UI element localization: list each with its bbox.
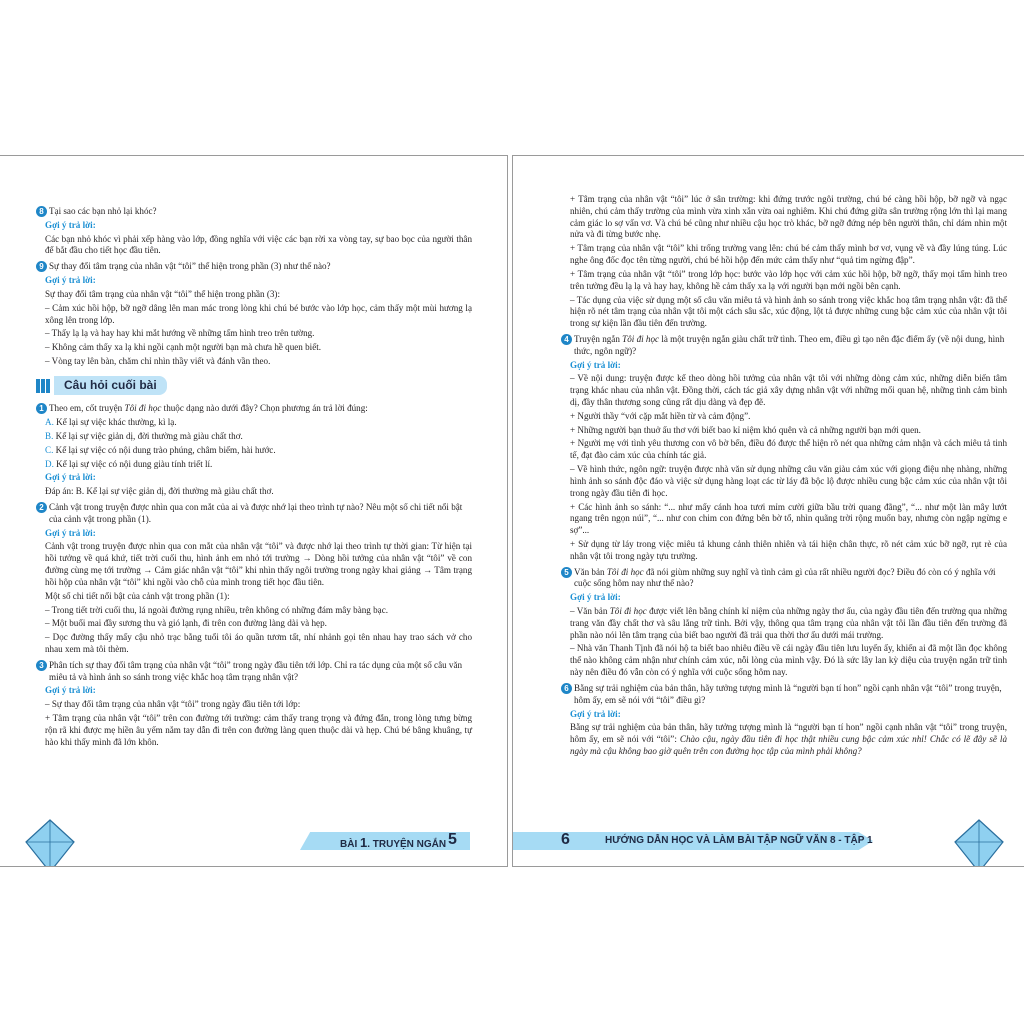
question-text-b: thuộc dạng nào dưới đây? Chọn phương án trả lời đúng:: [161, 403, 368, 414]
answer-line: Sự thay đổi tâm trạng của nhân vật “tôi” thể hiện trong phần (3):: [45, 288, 280, 299]
answer-line: – Tác dụng của việc sử dụng một số câu văn miêu tả và hình ảnh so sánh trong việc khắc hoạ tâm trạng nhân vật: đã thể hiện rõ nét tâm trạng của nhân vật tôi một cách sâu sắc, xúc động, lột tả được những cung bậc cảm xúc của nhân vật tôi trong sự kiện lần đầu tiên đến trường.: [570, 294, 1007, 329]
answer-line: – Trong tiết trời cuối thu, lá ngoài đường rụng nhiều, trên không có những đám mây bàng bạc.: [45, 604, 389, 615]
story-title: Tôi đi học: [622, 333, 660, 344]
answer-line: – Về nội dung: truyện được kể theo dòng hồi tưởng của nhân vật tôi với những dòng cảm xúc, những diễn biến tâm trạng khác nhau của nhân vật. Đồng thời, cách tác giả xây dựng nhân vật với những mối quan hệ, những tình cảm bình dị, đầy thân thương song cũng rất dịu dàng và đẹp đẽ.: [570, 373, 1007, 407]
answer-line: – Cảm xúc hồi hộp, bỡ ngỡ dâng lên man mác trong lòng khi chú bé bước vào lớp học, cảm thấy một mùi hương lạ xông lên trong lớp.: [45, 302, 472, 325]
option-a: A. Kể lại sự việc khác thường, kì lạ.: [45, 417, 177, 428]
hint-label: Gợi ý trả lời:: [45, 527, 96, 538]
answer-line: + Những người bạn thuở ấu thơ với biết bao kỉ niệm khó quên và cả những người bạn mới quen.: [570, 424, 921, 435]
hint-label: Gợi ý trả lời:: [45, 275, 96, 286]
left-column: [36, 206, 472, 750]
story-title: Tôi đi học: [606, 566, 644, 577]
hint-label: Gợi ý trả lời:: [570, 592, 621, 603]
answer-text: Bằng sự trải nghiệm của bản thân, hãy tưởng tượng mình là “người bạn tí hon” ngồi cạnh nhân vật “tôi” trong truyện, hôm ấy, em sẽ nói với “tôi”: Chào cậu, ngày đầu tiên đi học thật nhiều cung bậc cảm xúc nhỉ! Chắc có lẽ đây sẽ là ngày mà cậu không bao giờ quên trên con đường học tập của mình phải không?: [570, 722, 1007, 756]
question-text-b: đã nói giùm những suy nghĩ và tình cảm gì của rất nhiều người đọc? Điều đó còn có ý nghĩa với cuộc sống hôm nay như thế nào?: [574, 566, 996, 589]
final-question-5: [561, 567, 1007, 591]
final-question-2: [36, 502, 472, 526]
option-d: D. Kể lại sự việc có nội dung giàu tính triết lí.: [45, 458, 213, 469]
hint-label: Gợi ý trả lời:: [570, 708, 621, 719]
answer-line: – Dọc đường thấy mấy cậu nhỏ trạc bằng tuổi tôi áo quần tươm tất, nhí nhảnh gọi tên nhau hay trao sách vở cho nhau xem mà tôi thèm.: [45, 632, 472, 654]
question-text-a: Theo em, cốt truyện: [49, 403, 125, 414]
question-8: [36, 206, 472, 218]
final-question-4: [561, 334, 1007, 358]
answer-line: – Nhà văn Thanh Tịnh đã nói hộ ta biết bao nhiêu điều về cái ngày đầu tiên lưu luyến ấy, khiến ai đã một lần đọc không thể nào không cảm nhận như chính cảm xúc, nỗi lòng của mình vậy. Đó là sức lây lan kỳ diệu của truyện ngắn trữ tình này nên điều đó vẫn còn có ý nghĩa với cuộc sống hôm nay.: [570, 643, 1007, 678]
answer-line: + Tâm trạng của nhân vật “tôi” trong lớp học: bước vào lớp học với cảm xúc hồi hộp, bỡ ngỡ, thấy mọi tấm hình treo trên tường đều lạ lạ và hay hay, không hề cảm thấy xa lạ với người bạn mới ngồi bên cạnh.: [570, 268, 1007, 291]
question-text: Sự thay đổi tâm trạng của nhân vật “tôi” thể hiện trong phần (3) như thế nào?: [49, 261, 331, 272]
option-b: B. Kể lại sự việc giản dị, đời thường mà giàu chất thơ.: [45, 430, 243, 441]
answer-text: Đáp án: B. Kể lại sự việc giản dị, đời thường mà giàu chất thơ.: [45, 486, 274, 497]
answer-line: – Vòng tay lên bàn, chăm chỉ nhìn thầy viết và đánh vần theo.: [45, 355, 271, 366]
question-9: [36, 261, 472, 273]
answer-line: + Tâm trạng của nhân vật “tôi” trên con đường tới trường: cảm thấy trang trọng và đứng đắn, trong lòng tưng bừng rộn rã khi được mẹ hiền âu yếm nắm tay dẫn đi trên con đường làng quen thuộc dài và hẹp. Chú bé bâng khuâng, tự hào khi thấy mình đã lớn khôn.: [45, 713, 472, 747]
answer-line: – Thấy lạ lạ và hay hay khi mắt hướng về những tấm hình treo trên tường.: [45, 328, 315, 339]
answer-line: + Tâm trạng của nhân vật “tôi” lúc ở sân trường: khi đứng trước ngôi trường, chú bé càng hồi hộp, bỡ ngỡ và ngạc nhiên, chú cảm thấy trường của mình vừa xinh xắn vừa oai nghiêm. Khi chú đứng giữa sân trường rộng lớn thì lại mang cảm giác lo sợ vẩn vơ. Và chú bé cũng như nhiều cậu học trò khác, bỡ ngỡ đứng nép bên người thân, chỉ dám nhìn một nửa và đi từng bước nhẹ.: [570, 194, 1007, 240]
question-text-b: là một truyện ngắn giàu chất trữ tình. Theo em, điều gì tạo nên đặc điểm ấy (về nội dung, hình thức, ngôn ngữ)?: [574, 333, 1005, 356]
right-column: [561, 194, 1007, 760]
answer-line: + Các hình ảnh so sánh: “... như mấy cánh hoa tươi mỉm cười giữa bầu trời quang đãng”, “... như một làn mây lướt ngang trên ngọn núi”, “... như con chim con đứng bên bờ tổ, nhìn quãng trời rộng muốn bay, nhưng còn ngập ngừng e sợ”...: [570, 501, 1007, 536]
answer-line: Cảnh vật trong truyện được nhìn qua con mắt của nhân vật “tôi” và được nhớ lại theo trình tự thời gian: Từ hiện tại hồi tưởng về quá khứ, tiết trời cuối thu, hình ảnh em nhỏ tới trường → Dòng hồi tưởng của nhân vật “tôi” về con đường cùng mẹ tới trường → Cảm giác nhân vật “tôi” khi nhìn thấy ngôi trường trong ngày khai giảng → Tâm trạng hồi hộp của nhân vật “tôi” khi ngồi vào chỗ của mình trong tiết học đầu tiên.: [45, 541, 472, 587]
question-text: Phân tích sự thay đổi tâm trạng của nhân vật “tôi” trong ngày đầu tiên tới lớp. Chỉ ra tác dụng của một số câu văn miêu tả và hình ảnh so sánh trong việc khắc hoạ tâm trạng nhân vật?: [49, 659, 463, 682]
hint-label: Gợi ý trả lời:: [45, 219, 96, 230]
question-number: 8: [36, 206, 47, 217]
option-c: C. Kể lại sự việc có nội dung trào phúng, châm biếm, hài hước.: [45, 444, 276, 455]
answer-line: Một số chi tiết nổi bật của cảnh vật trong phần (1):: [45, 590, 230, 601]
question-text: Tại sao các bạn nhỏ lại khóc?: [49, 206, 157, 216]
answer-line: + Người mẹ với tình yêu thương con vô bờ bến, điều đó được thể hiện rõ nét qua những cảm nhận và cách miêu tả tinh tế, đạt đào cảm xúc của chính tác giả.: [570, 438, 1007, 461]
kite-icon: [20, 816, 80, 867]
question-number: 9: [36, 261, 47, 272]
answer-text: Các bạn nhỏ khóc vì phải xếp hàng vào lớp, đồng nghĩa với việc các bạn rời xa vòng tay, sự bao bọc của người thân để bắt đầu cho tiết học đầu tiên.: [45, 233, 472, 256]
question-text: Cảnh vật trong truyện được nhìn qua con mắt của ai và được nhớ lại theo trình tự nào? Nêu một số chi tiết nổi bật của cảnh vật trong phần (1).: [49, 502, 463, 524]
answer-line: + Sử dụng từ láy trong việc miêu tả khung cảnh thiên nhiên và tái hiện chân thực, rõ nét cảm xúc bỡ ngỡ, rụt rè của nhân vật tôi trong ngày tựu trường.: [570, 538, 1007, 561]
page-number: 6: [561, 831, 570, 848]
section-header: [36, 376, 472, 396]
answer-line: + Tâm trạng của nhân vật “tôi” khi trống trường vang lên: chú bé cảm thấy mình bơ vơ, vụng về và đầy lúng túng. Lúc nghe ông đốc đọc tên từng người, chú bé hồi hộp đến mức cảm thấy như “quả tim ngừng đập”.: [570, 243, 1007, 266]
question-number: 4: [561, 334, 572, 345]
question-number: 3: [36, 660, 47, 671]
answer-line: + Người thầy “với cặp mắt hiền từ và cảm động”.: [570, 410, 751, 421]
answer-line: – Không cảm thấy xa lạ khi ngồi cạnh một người bạn mà chưa hề quen biết.: [45, 342, 322, 353]
question-number: 1: [36, 403, 47, 414]
section-title: Câu hỏi cuối bài: [54, 376, 167, 396]
answer-line: – Một buổi mai đầy sương thu và gió lạnh, đi trên con đường làng dài và hẹp.: [45, 618, 327, 629]
question-text: Bằng sự trải nghiệm của bản thân, hãy tưởng tượng mình là “người bạn tí hon” ngồi cạnh nhân vật “tôi” trong truyện, hôm ấy, em sẽ nói với “tôi” điều gì?: [574, 682, 1002, 705]
right-page: [512, 155, 1024, 867]
section-bars-icon: [36, 379, 50, 393]
footer-book-title: HƯỚNG DẪN HỌC VÀ LÀM BÀI TẬP NGỮ VĂN 8 - TẬP 1: [605, 835, 873, 846]
story-title: Tôi đi học: [124, 403, 162, 414]
hint-label: Gợi ý trả lời:: [570, 359, 621, 370]
footer-lesson-label: BÀI 1. TRUYỆN NGẮN: [340, 835, 447, 850]
question-number: 5: [561, 567, 572, 578]
answer-line: – Sự thay đổi tâm trạng của nhân vật “tôi” trong ngày đầu tiên tới lớp:: [45, 699, 301, 710]
left-page: [0, 155, 508, 867]
hint-label: Gợi ý trả lời:: [45, 472, 96, 483]
question-number: 2: [36, 502, 47, 513]
kite-icon: [949, 816, 1009, 867]
answer-line: – Về hình thức, ngôn ngữ: truyện được nhà văn sử dụng những câu văn giàu cảm xúc với giọng điệu nhẹ nhàng, những hình ảnh so sánh độc đáo và việc sử dụng hàng loạt các từ láy đã bộc lộ được nhiều cung bậc cảm xúc của nhân vật tôi trong ngày đầu tiên đi học.: [570, 464, 1007, 498]
answer-line: – Văn bản Tôi đi học được viết lên bằng chính kỉ niệm của những ngày thơ ấu, của ngày đầu tiên đến trường qua những trang văn đầy chất thơ và sâu lắng trữ tình. Bởi vậy, thông qua tâm trạng của nhân vật tôi lần đầu tiên đến trường đã phần nào nói lên tâm trạng của biết bao người đã trải qua thời thơ ấu dưới mái trường.: [570, 606, 1008, 640]
question-number: 6: [561, 683, 572, 694]
hint-label: Gợi ý trả lời:: [45, 685, 96, 696]
final-question-6: [561, 683, 1007, 707]
page-number: 5: [448, 831, 457, 848]
question-text-a: Văn bản: [574, 566, 607, 577]
final-question-1: [36, 403, 472, 415]
final-question-3: [36, 660, 472, 684]
question-text-a: Truyện ngắn: [574, 333, 623, 344]
